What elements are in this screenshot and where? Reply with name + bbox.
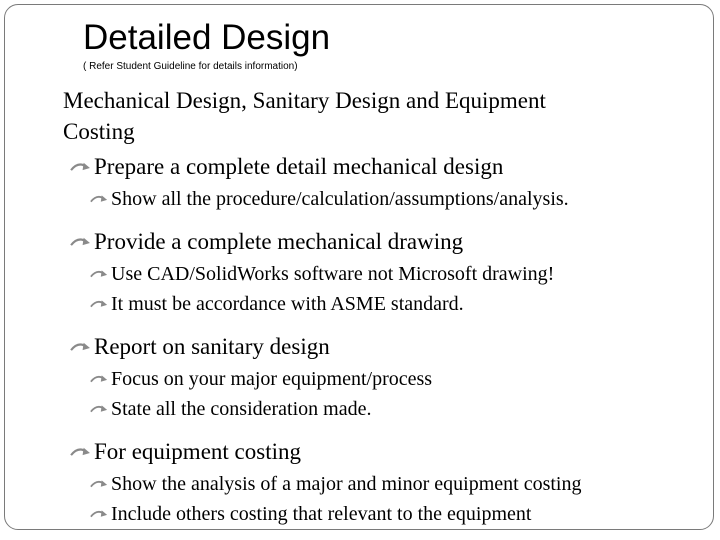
- sub-bullet-item: [90, 291, 650, 317]
- sub-bullet-text: Show all the procedure/calculation/assumptions/analysis.: [111, 188, 569, 210]
- slide-frame: [4, 4, 714, 530]
- bullet-text: Prepare a complete detail mechanical design: [94, 154, 504, 179]
- bullet-item-mechanical-design: [70, 151, 703, 182]
- sub-bullet-text: Show the analysis of a major and minor equipment costing: [111, 473, 582, 495]
- curved-arrow-bullet-icon: [90, 396, 108, 416]
- sub-bullet-item: [90, 186, 650, 212]
- curved-arrow-bullet-icon: [90, 186, 108, 206]
- bullet-text: Provide a complete mechanical drawing: [94, 229, 464, 254]
- sub-bullet-text: It must be accordance with ASME standard.: [111, 293, 464, 315]
- sub-bullet-text: Focus on your major equipment/process: [111, 368, 433, 390]
- curved-arrow-bullet-icon: [90, 261, 108, 281]
- curved-arrow-bullet-icon: [70, 331, 91, 355]
- bullet-text: For equipment costing: [94, 439, 301, 464]
- sub-bullet-text: Include others costing that relevant to the equipment: [111, 503, 532, 525]
- sub-bullet-item: [90, 471, 650, 497]
- bullet-text: Report on sanitary design: [94, 334, 330, 359]
- slide-body: [63, 85, 703, 527]
- slide-subtitle: ( Refer Student Guideline for details information): [83, 61, 298, 72]
- sub-bullet-item: [90, 396, 650, 422]
- bullet-item-equipment-costing: [70, 436, 703, 467]
- curved-arrow-bullet-icon: [90, 501, 108, 521]
- curved-arrow-bullet-icon: [90, 291, 108, 311]
- curved-arrow-bullet-icon: [90, 366, 108, 386]
- intro-text: Mechanical Design, Sanitary Design and Equipment Costing: [63, 88, 546, 144]
- bullet-item-mechanical-drawing: [70, 226, 703, 257]
- bullet-item-sanitary-design: [70, 331, 703, 362]
- sub-bullet-text: Use CAD/SolidWorks software not Microsoft drawing!: [111, 263, 555, 285]
- curved-arrow-bullet-icon: [70, 436, 91, 460]
- sub-bullet-item: [90, 261, 650, 287]
- curved-arrow-bullet-icon: [70, 226, 91, 250]
- slide-title: Detailed Design: [83, 18, 331, 57]
- sub-bullet-item: [90, 501, 650, 527]
- sub-bullet-text: State all the consideration made.: [111, 398, 372, 420]
- curved-arrow-bullet-icon: [70, 151, 91, 175]
- sub-bullet-item: [90, 366, 650, 392]
- curved-arrow-bullet-icon: [90, 471, 108, 491]
